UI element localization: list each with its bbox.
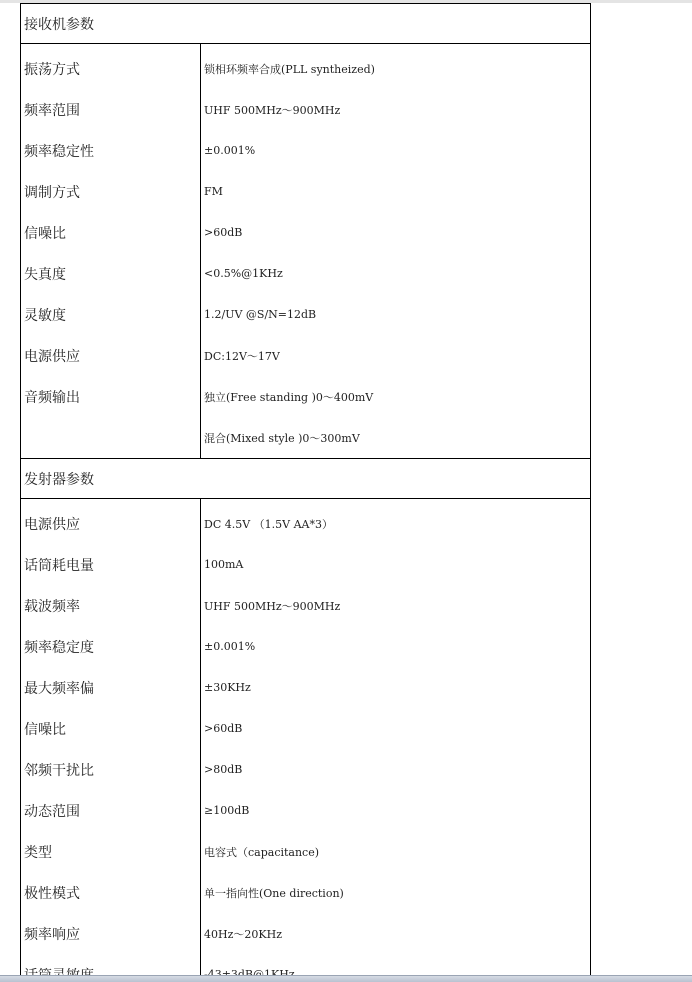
param-label: 类型	[21, 831, 201, 872]
param-value: >60dB	[201, 708, 591, 749]
param-value: 电容式（capacitance)	[201, 831, 591, 872]
param-value: FM	[201, 171, 591, 212]
param-label: 灵敏度	[21, 294, 201, 335]
param-value: 单一指向性(One direction)	[201, 872, 591, 913]
param-label: 信噪比	[21, 708, 201, 749]
param-value: UHF 500MHz～900MHz	[201, 89, 591, 130]
param-value: ≥100dB	[201, 790, 591, 831]
table-row	[21, 376, 591, 417]
section-header-receiver	[21, 4, 591, 44]
table-row	[21, 499, 591, 545]
param-label: 频率响应	[21, 913, 201, 954]
param-value: 混合(Mixed style )0～300mV	[201, 417, 591, 459]
param-label: 信噪比	[21, 212, 201, 253]
table-row	[21, 585, 591, 626]
param-label: 振荡方式	[21, 44, 201, 90]
param-value: 1.2/UV @S/N=12dB	[201, 294, 591, 335]
table-row	[21, 89, 591, 130]
table-row	[21, 708, 591, 749]
param-label: 电源供应	[21, 499, 201, 545]
param-label: 音频输出	[21, 376, 201, 417]
table-row	[21, 212, 591, 253]
table-row	[21, 626, 591, 667]
table-row	[21, 831, 591, 872]
param-value: >80dB	[201, 749, 591, 790]
param-label: 动态范围	[21, 790, 201, 831]
param-value: ±0.001%	[201, 130, 591, 171]
param-label: 频率稳定度	[21, 626, 201, 667]
section-title: 发射器参数	[21, 459, 591, 499]
table-row	[21, 872, 591, 913]
param-label: 载波频率	[21, 585, 201, 626]
table-row	[21, 544, 591, 585]
param-label: 失真度	[21, 253, 201, 294]
param-value: >60dB	[201, 212, 591, 253]
param-value: 100mA	[201, 544, 591, 585]
table-row	[21, 417, 591, 459]
table-row	[21, 171, 591, 212]
table-row	[21, 130, 591, 171]
param-value: UHF 500MHz～900MHz	[201, 585, 591, 626]
param-value: 独立(Free standing )0～400mV	[201, 376, 591, 417]
param-value: DC:12V～17V	[201, 335, 591, 376]
table-row	[21, 335, 591, 376]
param-label: 极性模式	[21, 872, 201, 913]
spec-table	[20, 3, 591, 982]
param-value: DC 4.5V （1.5V AA*3）	[201, 499, 591, 545]
table-row	[21, 253, 591, 294]
param-label: 频率稳定性	[21, 130, 201, 171]
param-label: 邻频干扰比	[21, 749, 201, 790]
param-label	[21, 417, 201, 459]
param-label: 话筒耗电量	[21, 544, 201, 585]
param-value: 锁相环频率合成(PLL syntheized)	[201, 44, 591, 90]
section-header-transmitter	[21, 459, 591, 499]
table-row	[21, 44, 591, 90]
table-row	[21, 913, 591, 954]
param-label: 频率范围	[21, 89, 201, 130]
param-value: ±0.001%	[201, 626, 591, 667]
param-value: ±30KHz	[201, 667, 591, 708]
param-value: 40Hz～20KHz	[201, 913, 591, 954]
param-label: 最大频率偏	[21, 667, 201, 708]
table-row	[21, 294, 591, 335]
param-label: 电源供应	[21, 335, 201, 376]
window-bottom-bar	[0, 975, 692, 982]
param-value: <0.5%@1KHz	[201, 253, 591, 294]
table-row	[21, 749, 591, 790]
section-title: 接收机参数	[21, 4, 591, 44]
param-label: 调制方式	[21, 171, 201, 212]
table-row	[21, 790, 591, 831]
table-row	[21, 667, 591, 708]
